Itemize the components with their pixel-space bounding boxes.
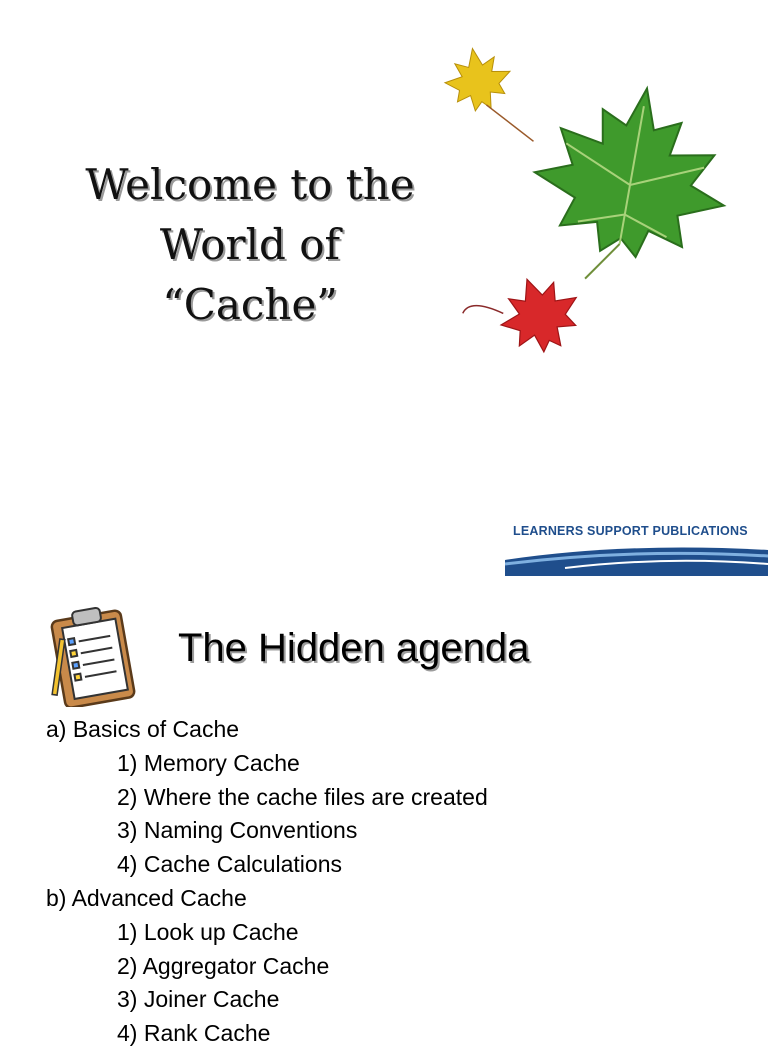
logo-swoosh-icon [505, 538, 768, 576]
publisher-name: LEARNERS SUPPORT PUBLICATIONS [513, 524, 748, 538]
publisher-logo [505, 518, 768, 578]
green-maple-leaf-icon [518, 72, 741, 300]
agenda-slide [0, 578, 768, 1047]
agenda-subitem: 2) Aggregator Cache [117, 952, 330, 979]
agenda-subitem: 3) Joiner Cache [117, 986, 280, 1013]
agenda-title: The Hidden agenda [178, 626, 530, 670]
clipboard-icon [44, 603, 144, 707]
title-line: World of [159, 220, 341, 269]
agenda-item: a) Basics of Cache [46, 716, 240, 742]
agenda-subitem: 4) Cache Calculations [117, 851, 343, 878]
agenda-item: b) Advanced Cache [46, 884, 247, 911]
red-maple-leaf-icon [459, 266, 590, 370]
title-line: Welcome to the [85, 160, 415, 209]
maple-leaves-image [430, 40, 750, 370]
agenda-subitem: 1) Look up Cache [117, 918, 299, 945]
title-line: “Cache” [162, 280, 338, 329]
agenda-subitem: 1) Memory Cache [117, 749, 300, 776]
agenda-subitem: 3) Naming Conventions [117, 817, 358, 844]
yellow-maple-leaf-icon [440, 41, 534, 155]
agenda-list [46, 713, 488, 1051]
agenda-subitem: 2) Where the cache files are created [117, 783, 488, 810]
slide-title [40, 155, 460, 335]
agenda-subitem: 4) Rank Cache [117, 1020, 271, 1047]
